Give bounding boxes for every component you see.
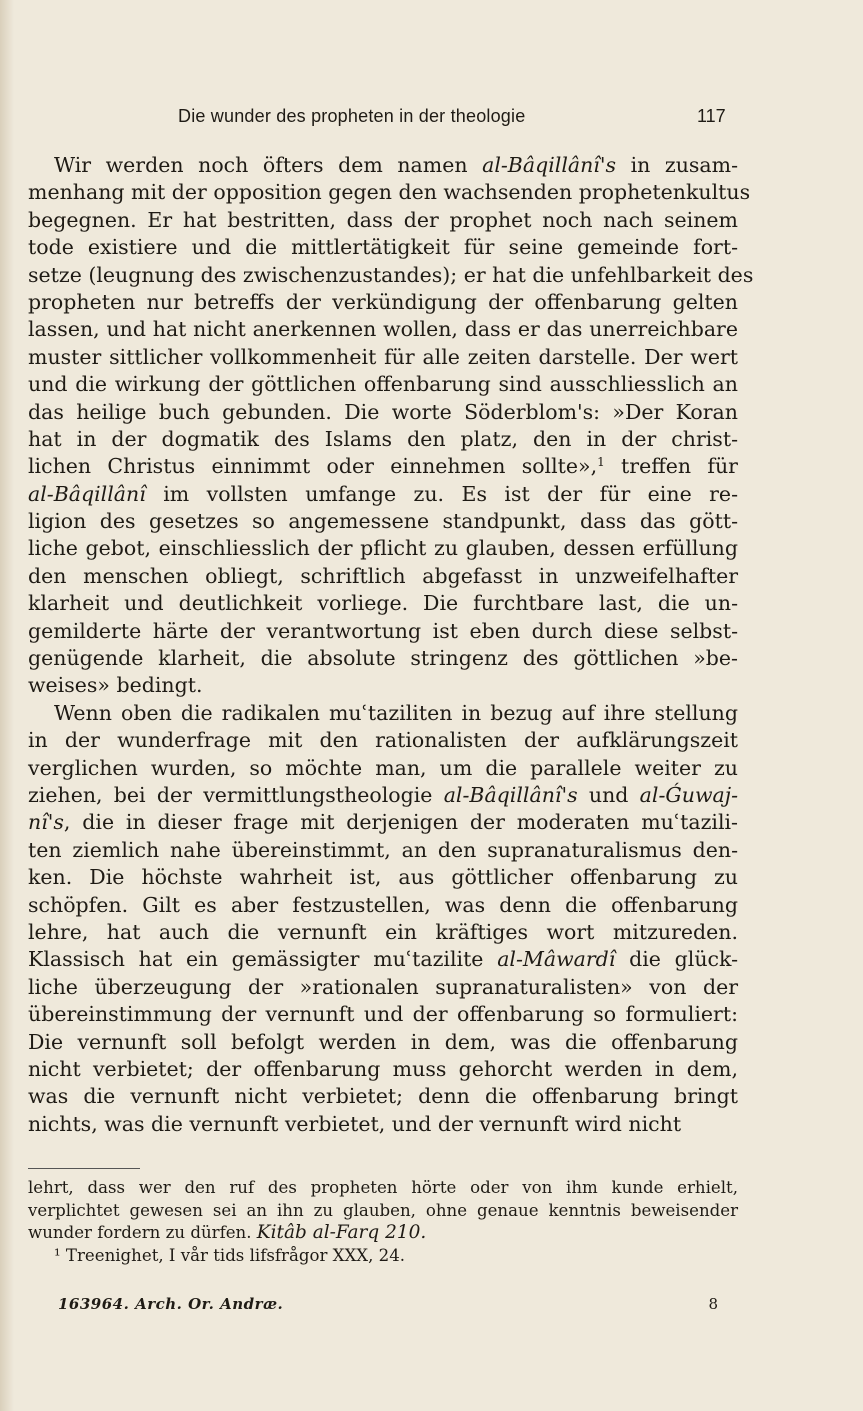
text-line: den menschen obliegt, schriftlich abgefasst in unzweifelhafter bbox=[28, 563, 738, 588]
text-line: Klassisch hat ein gemässigter muʿtazilite al-Mâwardî die glück- bbox=[28, 947, 738, 972]
text-line: Wenn oben die radikalen muʿtaziliten in bezug auf ihre stellung bbox=[54, 700, 738, 725]
signature-number: 8 bbox=[708, 1295, 718, 1313]
text-line: menhang mit der opposition gegen den wachsenden prophetenkultus bbox=[28, 180, 751, 205]
text-line: liche überzeugung der »rationalen supranaturalisten» von der bbox=[28, 974, 738, 999]
text-line: was die vernunft nicht verbietet; denn die offenbarung bringt bbox=[28, 1084, 738, 1109]
text-line: ligion des gesetzes so angemessene standpunkt, dass das gött- bbox=[28, 509, 738, 534]
page-number: 117 bbox=[697, 106, 726, 126]
text-line: nî's, die in dieser frage mit derjenigen der moderaten muʿtazili- bbox=[28, 810, 738, 835]
text-line: lassen, und hat nicht anerkennen wollen, dass er das unerreichbare bbox=[28, 317, 738, 342]
text-line: ten ziemlich nahe übereinstimmt, an den supranaturalismus den- bbox=[28, 837, 738, 862]
footnote-line: lehrt, dass wer den ruf des propheten hörte oder von ihm kunde erhielt, bbox=[28, 1178, 738, 1197]
text-line: verglichen wurden, so möchte man, um die parallele weiter zu bbox=[28, 755, 738, 780]
footnote-separator bbox=[28, 1168, 140, 1169]
text-line: schöpfen. Gilt es aber festzustellen, was denn die offenbarung bbox=[28, 892, 738, 917]
text-line: hat in der dogmatik des Islams den platz, den in der christ- bbox=[28, 426, 738, 451]
text-line: lehre, hat auch die vernunft ein kräftiges wort mitzureden. bbox=[28, 919, 738, 944]
footnote-source: Kitâb al-Farq 210. bbox=[256, 1222, 427, 1244]
text-line: in der wunderfrage mit den rationalisten der aufklärungszeit bbox=[28, 728, 738, 753]
text-line: klarheit und deutlichkeit vorliege. Die furchtbare last, die un- bbox=[28, 591, 738, 616]
text-line: ken. Die höchste wahrheit ist, aus göttlicher offenbarung zu bbox=[28, 865, 738, 890]
text-line: propheten nur betreffs der verkündigung der offenbarung gelten bbox=[28, 289, 738, 314]
page-header bbox=[0, 104, 863, 132]
text-line: nicht verbietet; der offenbarung muss gehorcht werden in dem, bbox=[28, 1056, 738, 1081]
text-line: nichts, was die vernunft verbietet, und der vernunft wird nicht bbox=[28, 1111, 682, 1136]
text-line: setze (leugnung des zwischenzustandes); er hat die unfehlbarkeit des bbox=[28, 262, 754, 287]
text-line: weises» bedingt. bbox=[28, 673, 203, 698]
footnote-line: verplichtet gewesen sei an ihn zu glauben, ohne genaue kenntnis beweisender bbox=[28, 1200, 738, 1220]
page-spine-shadow bbox=[0, 0, 14, 1411]
main-text bbox=[28, 152, 754, 1138]
text-line: gemilderte härte der verantwortung ist eben durch diese selbst- bbox=[28, 618, 738, 643]
footnotes bbox=[28, 1177, 738, 1267]
text-line: ziehen, bei der vermittlungstheologie al-Bâqillânî's und al-Ǵuwaj- bbox=[28, 782, 739, 807]
text-line: übereinstimmung der vernunft und der offenbarung so formuliert: bbox=[28, 1002, 738, 1027]
text-line: und die wirkung der göttlichen offenbarung sind ausschliesslich an bbox=[28, 372, 738, 397]
footnote-1: ¹ Treenighet, I vår tids lifsfrågor XXX, 24. bbox=[54, 1245, 406, 1265]
text-line: muster sittlicher vollkommenheit für alle zeiten darstelle. Der wert bbox=[28, 344, 738, 369]
printer-signature bbox=[58, 1295, 718, 1317]
text-line: begegnen. Er hat bestritten, dass der prophet noch nach seinem bbox=[28, 207, 738, 232]
text-line: Wir werden noch öfters dem namen al-Bâqillânî's in zusam- bbox=[54, 153, 739, 177]
text-line: al-Bâqillânî im vollsten umfange zu. Es ist der für eine re- bbox=[28, 481, 738, 506]
text-line: Die vernunft soll befolgt werden in dem, was die offenbarung bbox=[28, 1029, 738, 1054]
footnote-text: wunder fordern zu dürfen. bbox=[28, 1223, 252, 1243]
signature-text: 163964. Arch. Or. Andræ. bbox=[58, 1295, 284, 1313]
running-title: Die wunder des propheten in der theologie bbox=[178, 106, 526, 126]
text-line: tode existiere und die mittlertätigkeit für seine gemeinde fort- bbox=[28, 235, 738, 260]
text-line: genügende klarheit, die absolute stringenz des göttlichen »be- bbox=[28, 646, 738, 671]
text-line: das heilige buch gebunden. Die worte Söderblom's: »Der Koran bbox=[28, 399, 738, 424]
text-line: lichen Christus einnimmt oder einnehmen sollte»,$^1$ treffen für bbox=[28, 454, 738, 479]
text-line: liche gebot, einschliesslich der pflicht zu glauben, dessen erfüllung bbox=[28, 536, 738, 561]
footnote-line bbox=[28, 1222, 738, 1245]
